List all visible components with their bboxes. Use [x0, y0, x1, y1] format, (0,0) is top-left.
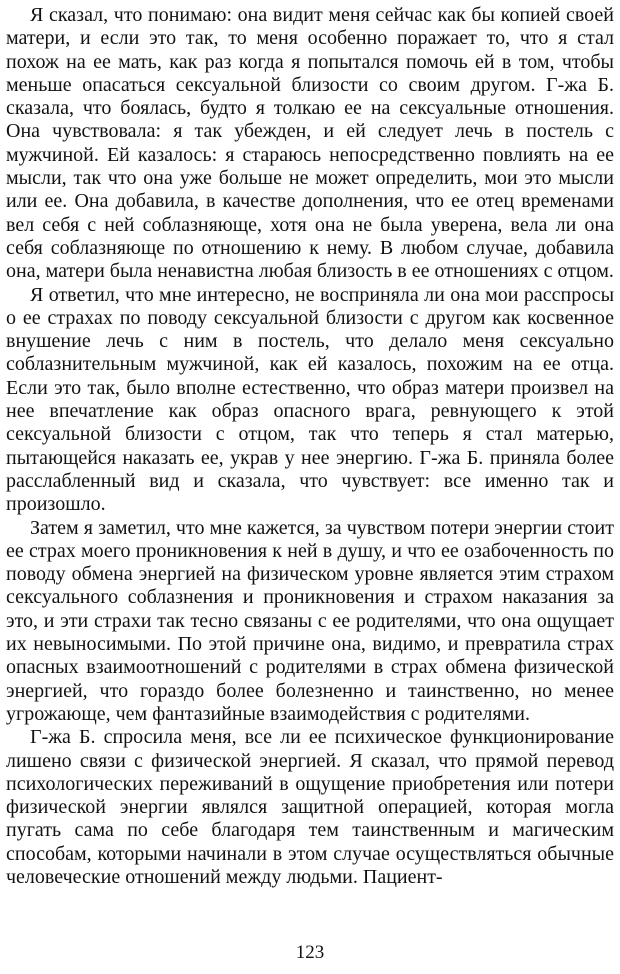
paragraph-3: Затем я заметил, что мне кажется, за чувством потери энергии стоит ее страх моего проникновения к ней в душу, и что ее озабоченность по поводу обмена энергией на физическом уровне является этим страхом сексуального соблазнения и проникновения и страхом наказания за это, и эти страхи так тесно связаны с ее родителями, что она ощущает их невыносимыми. По этой причине она, видимо, и превратила страх опасных взаимоотношений с родителями в страх обмена физической энергией, что гораздо более болезненно и таинственно, но менее угрожающе, чем фантазийные взаимодействия с родителями.: [6, 516, 614, 725]
paragraph-2: Я ответил, что мне интересно, не восприняла ли она мои расспросы о ее страхах по поводу сексуальной близости с другом как косвенное внушение лечь с ним в постель, что делало меня сексуально соблазнительным мужчиной, как ей казалось, похожим на ее отца. Если это так, было вполне естественно, что образ матери произвел на нее впечатление как образ опасного врага, ревнующего к этой сексуальной близости с отцом, так что теперь я стал матерью, пытающейся наказать ее, украв у нее энергию. Г-жа Б. приняла более расслабленный вид и сказала, что чувствует: все именно так и произошло.: [6, 283, 614, 516]
body-text: [6, 4, 614, 889]
paragraph-1: Я сказал, что понимаю: она видит меня сейчас как бы копией своей матери, и если это так, то меня особенно поражает то, что я стал похож на ее мать, как раз когда я попытался помочь ей в том, чтобы меньше опасаться сексуальной близости со своим другом. Г-жа Б. сказала, что боялась, будто я толкаю ее на сексуальные отношения. Она чувствовала: я так убежден, и ей следует лечь в постель с мужчиной. Ей казалось: я стараюсь непосредственно повлиять на ее мысли, так что она уже больше не может определить, мои это мысли или ее. Она добавила, в качестве дополнения, что ее отец временами вел себя с ней соблазняюще, хотя она не была уверена, вела ли она себя соблазняюще по отношению к нему. В любом случае, добавила она, матери была ненавистна любая близость в ее отношениях с отцом.: [6, 4, 614, 283]
page-number: 123: [295, 942, 325, 963]
paragraph-4: Г-жа Б. спросила меня, все ли ее психическое функционирование лишено связи с физической энергией. Я сказал, что прямой перевод психологических переживаний в ощущение приобретения или потери физической энергии являлся защитной операцией, которая могла пугать сама по себе благодаря тем таинственным и магическим способам, которыми начинали в этом случае осуществляться обычные человеческие отношений между людьми. Пациент-: [6, 726, 614, 888]
